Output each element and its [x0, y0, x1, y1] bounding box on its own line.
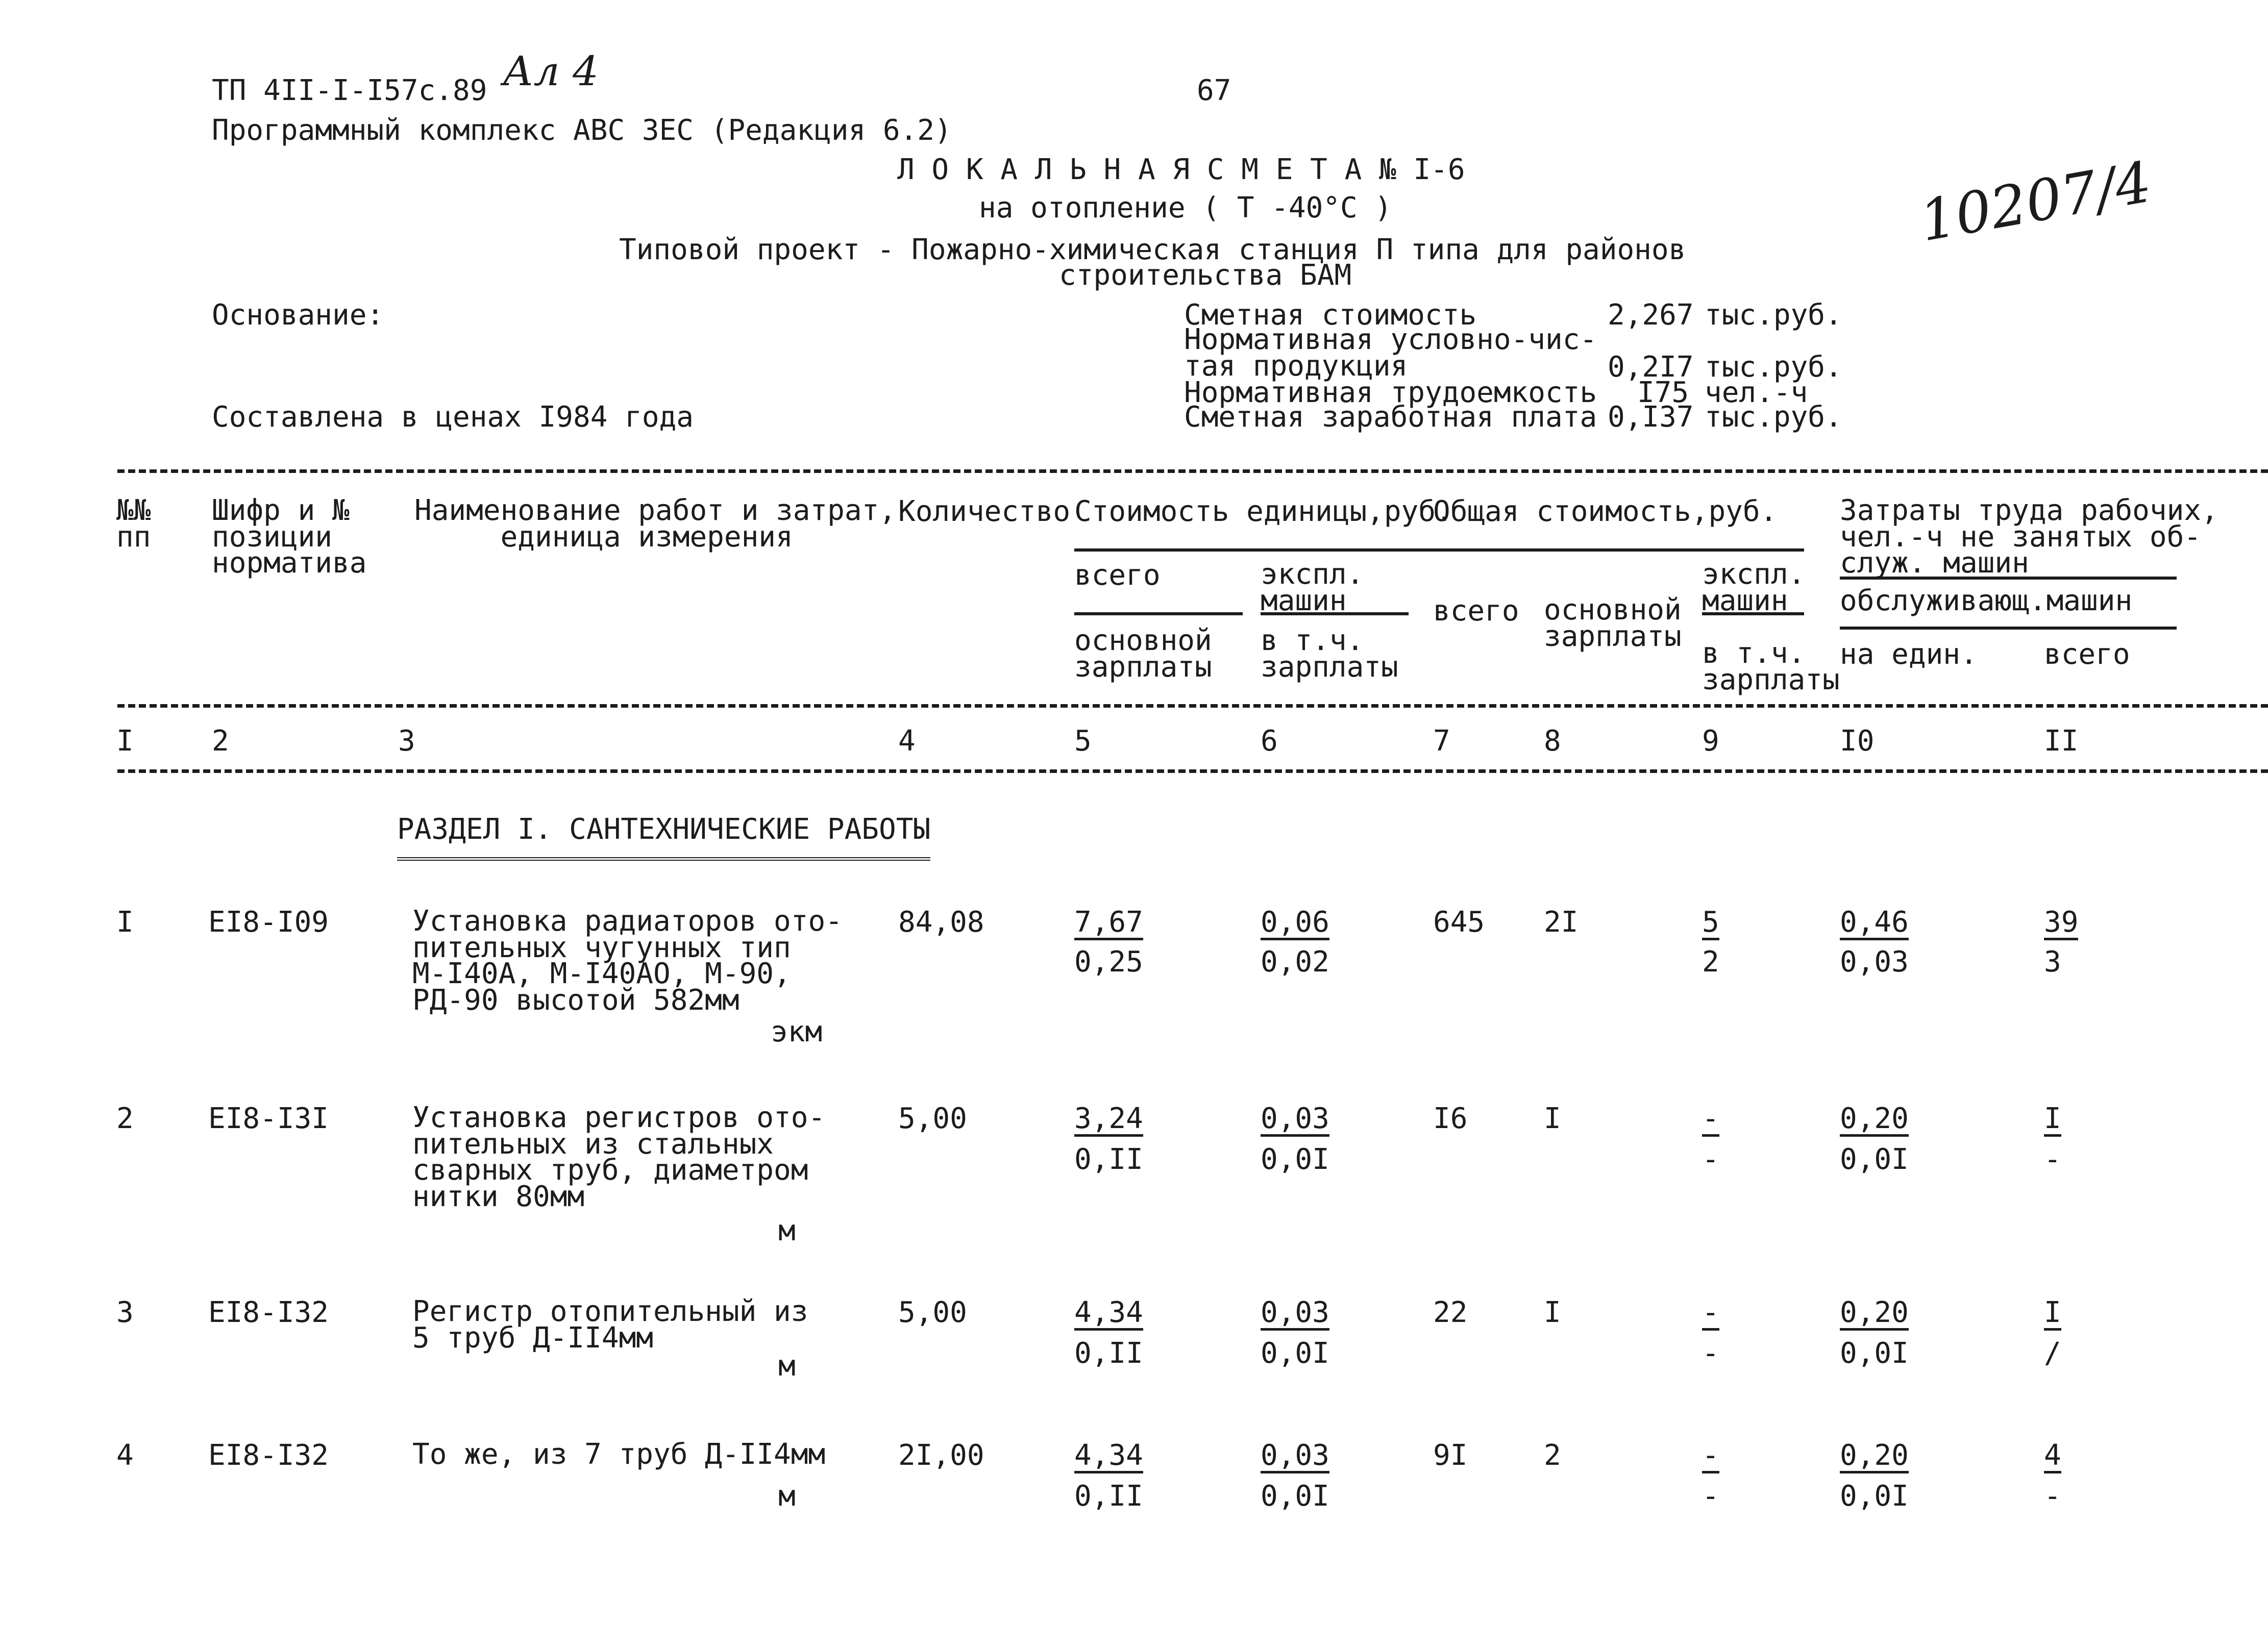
col-quantity-header: Количество: [898, 495, 1071, 528]
summary-value: 0,I37: [1608, 401, 1694, 434]
col-code-header: Шифр и № позиции норматива: [212, 494, 367, 580]
summary-value: 2,267: [1608, 298, 1694, 332]
col7-header: всего: [1433, 594, 1519, 628]
section-title: РАЗДЕЛ I. САНТЕХНИЧЕСКИЕ РАБОТЫ: [397, 815, 930, 861]
column-number: I0: [1840, 724, 1875, 758]
column-number: 8: [1544, 724, 1561, 758]
column-number: 7: [1433, 724, 1450, 758]
row-code: ЕI8-I3I: [208, 1102, 329, 1135]
col6-top-header: экспл. машин: [1261, 558, 1364, 617]
column-number: 2: [212, 724, 229, 758]
summary-value: 0,2I7: [1608, 351, 1694, 384]
row-code: ЕI8-I32: [208, 1296, 329, 1329]
labor-total: I: [2044, 1105, 2061, 1137]
total-cost: 645: [1433, 906, 1485, 939]
row-unit: м: [778, 1349, 796, 1383]
col11-header: всего: [2044, 638, 2130, 671]
col6-rule: [1261, 612, 1409, 615]
summary-label: Сметная заработная плата: [1184, 401, 1597, 434]
total-machine-cost: -: [1702, 1441, 1719, 1473]
column-number: 9: [1702, 724, 1719, 758]
col-name-header: Наименование работ и затрат, единица измерения: [414, 494, 897, 554]
labor-total: 4: [2044, 1441, 2061, 1473]
labor-total-machines: /: [2044, 1337, 2061, 1370]
labor-per-unit: 0,20: [1840, 1298, 1909, 1331]
labor-per-unit-machines: 0,0I: [1840, 1480, 1909, 1513]
row-quantity: 2I,00: [898, 1439, 984, 1472]
labor-group-header: Затраты труда рабочих, чел.-ч не занятых об- служ. машин: [1840, 494, 2218, 580]
row-number: 4: [116, 1439, 134, 1472]
header-divider-mid: [117, 704, 2268, 708]
header-divider-top: [117, 469, 2268, 473]
summary-label: Нормативная трудоемкость: [1184, 376, 1597, 409]
labor-total-machines: 3: [2044, 945, 2061, 979]
unit-cost-total: 7,67: [1074, 908, 1143, 940]
total-machine-cost: -: [1702, 1298, 1719, 1331]
column-number: 4: [898, 724, 916, 758]
unit-cost-wages: 0,25: [1074, 945, 1143, 979]
page-number: 67: [1197, 74, 1231, 107]
row-number: I: [116, 906, 134, 939]
column-number: 3: [398, 724, 415, 758]
labor-per-unit-machines: 0,0I: [1840, 1337, 1909, 1370]
labor-per-unit: 0,46: [1840, 908, 1909, 940]
software-line: Программный комплекс АВС ЗЕС (Редакция 6.2): [212, 114, 952, 147]
unit-machine-wages: 0,0I: [1261, 1143, 1329, 1176]
labor-sub-header: обслуживающ.машин: [1840, 584, 2133, 617]
total-cost: I6: [1433, 1102, 1468, 1135]
labor-total: 39: [2044, 908, 2078, 940]
column-number: I: [116, 724, 134, 758]
row-unit: м: [778, 1480, 796, 1513]
row-quantity: 5,00: [898, 1102, 967, 1135]
row-number: 2: [116, 1102, 134, 1135]
header-divider-bottom: [117, 769, 2268, 773]
labor-total-machines: -: [2044, 1480, 2061, 1513]
total-cost: 9I: [1433, 1439, 1468, 1472]
total-wages: 2I: [1544, 906, 1579, 939]
row-code: ЕI8-I32: [208, 1439, 329, 1472]
total-machine-wages: 2: [1702, 945, 1719, 979]
total-machine-wages: -: [1702, 1143, 1719, 1176]
document-title: Л О К А Л Ь Н А Я С М Е Т А № I-6: [897, 153, 1465, 186]
col5-bottom-header: основной зарплаты: [1074, 624, 1212, 684]
unit-machine-cost: 0,03: [1261, 1105, 1329, 1137]
row-quantity: 84,08: [898, 906, 984, 939]
handwritten-mark: Ал 4: [503, 47, 599, 95]
row-name: Установка регистров ото- пительных из стальных сварных труб, диаметром нитки 80мм: [412, 1101, 826, 1213]
column-number: 6: [1261, 724, 1278, 758]
unit-cost-wages: 0,II: [1074, 1337, 1143, 1370]
unit-cost-total: 3,24: [1074, 1105, 1143, 1137]
row-unit: м: [778, 1214, 796, 1247]
total-machine-wages: -: [1702, 1480, 1719, 1513]
col9-top-header: экспл. машин: [1702, 558, 1806, 617]
total-cost: 22: [1433, 1296, 1468, 1329]
summary-unit: тыс.руб.: [1705, 351, 1842, 384]
handwritten-stamp: 10207/4: [1915, 149, 2156, 254]
row-name: Регистр отопительный из 5 труб Д-II4мм: [412, 1295, 808, 1355]
labor-per-unit: 0,20: [1840, 1105, 1909, 1137]
row-name: То же, из 7 труб Д-II4мм: [412, 1438, 826, 1471]
col9-rule: [1702, 612, 1804, 615]
unit-machine-wages: 0,02: [1261, 945, 1329, 979]
col-number-header: №№ пп: [116, 494, 151, 554]
labor-sub-rule: [1840, 627, 2177, 630]
row-code: ЕI8-I09: [208, 906, 329, 939]
project-line-2: строительства БАМ: [1059, 259, 1352, 292]
total-cost-group-header: Общая стоимость,руб.: [1433, 495, 1778, 528]
document-subtitle: на отопление ( Т -40°С ): [979, 191, 1392, 224]
col6-bottom-header: в т.ч. зарплаты: [1261, 624, 1398, 684]
column-number: II: [2044, 724, 2079, 758]
total-machine-cost: -: [1702, 1105, 1719, 1137]
column-number: 5: [1074, 724, 1092, 758]
labor-per-unit-machines: 0,03: [1840, 945, 1909, 979]
unit-cost-total: 4,34: [1074, 1441, 1143, 1473]
unit-machine-cost: 0,03: [1261, 1298, 1329, 1331]
summary-value: I75: [1637, 376, 1689, 409]
unit-cost-wages: 0,II: [1074, 1143, 1143, 1176]
labor-per-unit-machines: 0,0I: [1840, 1143, 1909, 1176]
total-machine-cost: 5: [1702, 908, 1719, 940]
unit-machine-wages: 0,0I: [1261, 1480, 1329, 1513]
labor-rule: [1840, 577, 2177, 580]
unit-machine-cost: 0,06: [1261, 908, 1329, 940]
summary-label: Сметная стоимость: [1184, 298, 1477, 332]
labor-total: I: [2044, 1298, 2061, 1331]
basis-label: Основание:: [212, 298, 384, 332]
total-wages: I: [1544, 1102, 1561, 1135]
summary-label: Нормативная условно-чис- тая продукция: [1184, 323, 1597, 383]
unit-cost-wages: 0,II: [1074, 1480, 1143, 1513]
labor-total-machines: -: [2044, 1143, 2061, 1176]
group-rule: [1074, 548, 1804, 552]
row-unit: экм: [771, 1015, 823, 1048]
unit-cost-group-header: Стоимость единицы,руб.: [1074, 495, 1453, 528]
col5-rule: [1074, 612, 1243, 615]
labor-per-unit: 0,20: [1840, 1441, 1909, 1473]
total-machine-wages: -: [1702, 1337, 1719, 1370]
row-quantity: 5,00: [898, 1296, 967, 1329]
total-wages: I: [1544, 1296, 1561, 1329]
summary-unit: чел.-ч: [1705, 376, 1808, 409]
row-number: 3: [116, 1296, 134, 1329]
row-name: Установка радиаторов ото- пительных чугунных тип М-I40А, М-I40АО, М-90, РД-90 высотой 582мм: [412, 905, 843, 1017]
unit-machine-cost: 0,03: [1261, 1441, 1329, 1473]
project-code: ТП 4II-I-I57с.89: [212, 74, 487, 107]
project-line-1: Типовой проект - Пожарно-химическая станция П типа для районов: [619, 233, 1686, 266]
summary-unit: тыс.руб.: [1705, 298, 1842, 332]
col10-header: на един.: [1840, 638, 1978, 671]
col8-header: основной зарплаты: [1544, 593, 1682, 653]
unit-cost-total: 4,34: [1074, 1298, 1143, 1331]
summary-unit: тыс.руб.: [1705, 401, 1842, 434]
col9-bottom-header: в т.ч. зарплаты: [1702, 637, 1840, 696]
prices-note: Составлена в ценах I984 года: [212, 401, 694, 434]
unit-machine-wages: 0,0I: [1261, 1337, 1329, 1370]
col5-top-header: всего: [1074, 559, 1161, 592]
total-wages: 2: [1544, 1439, 1561, 1472]
